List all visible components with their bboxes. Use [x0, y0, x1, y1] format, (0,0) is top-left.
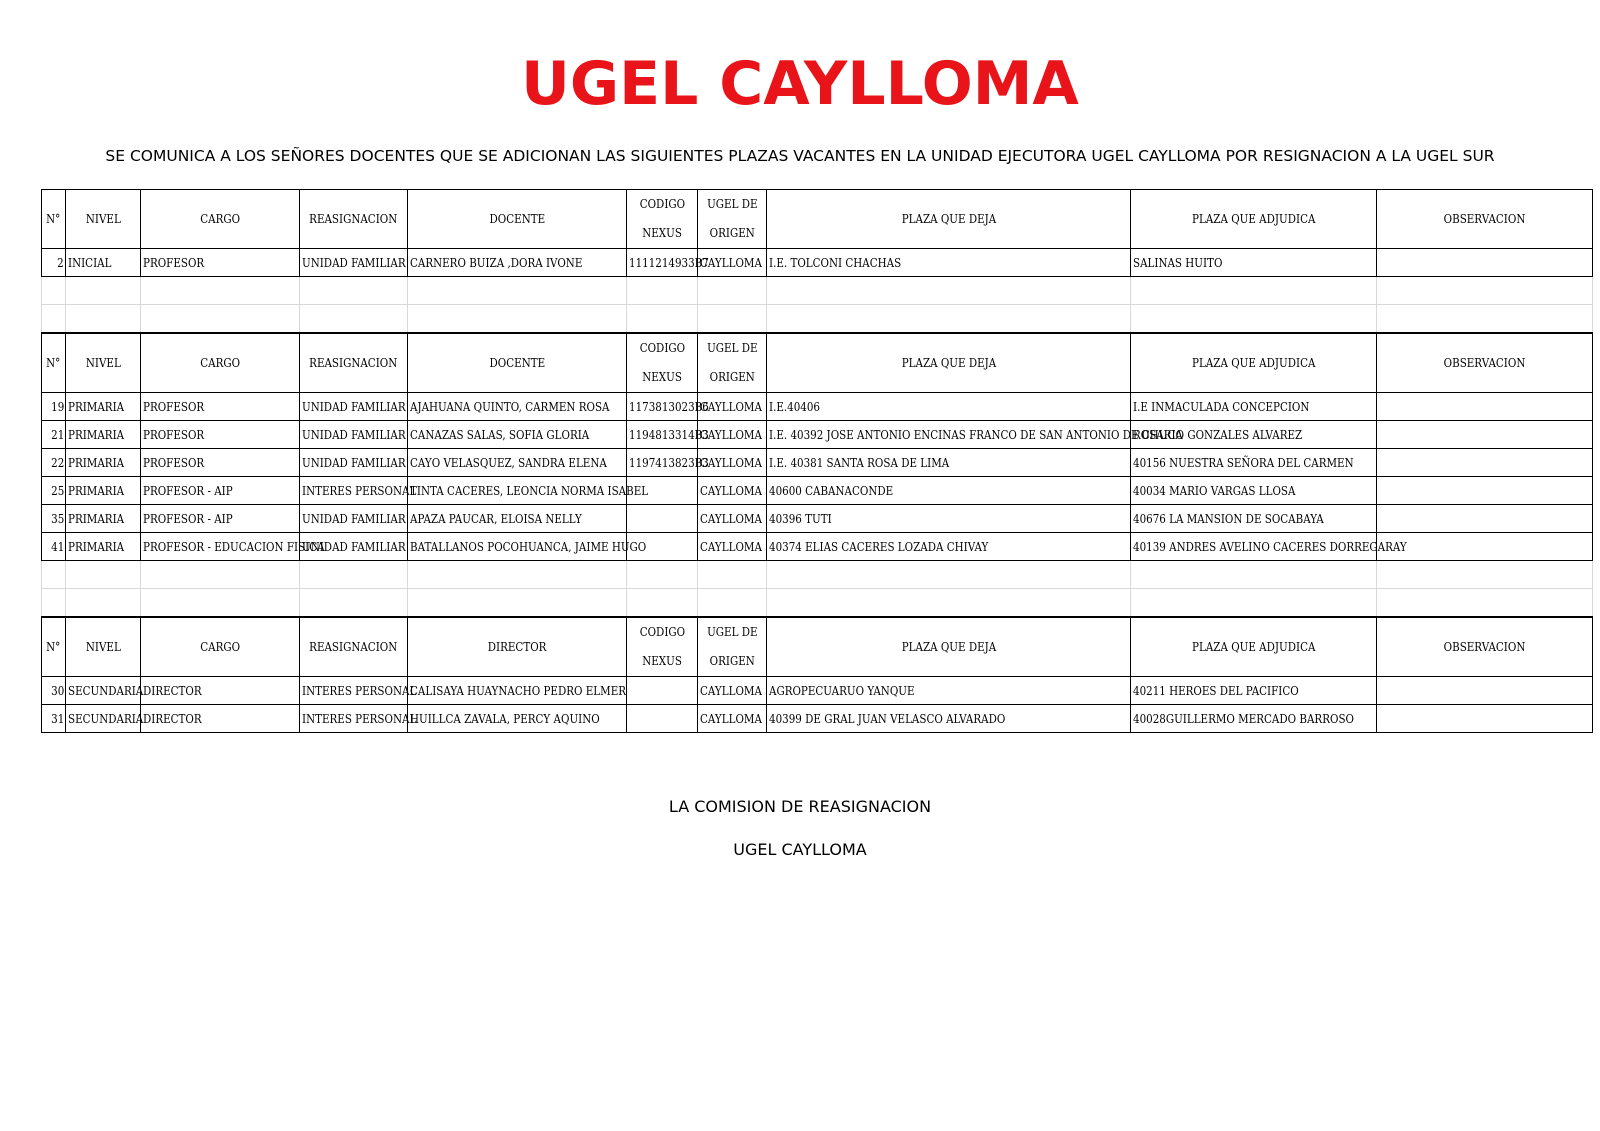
empty-cell — [300, 561, 408, 589]
row-observacion — [1377, 249, 1593, 277]
empty-cell — [627, 277, 698, 305]
row-plaza-deja: I.E. 40381 SANTA ROSA DE LIMA — [767, 449, 1131, 477]
header-observacion: OBSERVACION — [1377, 190, 1593, 249]
table-row — [42, 505, 1593, 533]
header-n: N° — [42, 190, 66, 249]
row-docente: HUILLCA ZAVALA, PERCY AQUINO — [408, 705, 627, 733]
row-docente: CALISAYA HUAYNACHO PEDRO ELMER — [408, 677, 627, 705]
header-reasignacion: REASIGNACION — [300, 333, 408, 393]
row-cargo: PROFESOR - AIP — [141, 477, 300, 505]
table-header-row — [42, 190, 1593, 249]
header-n: N° — [42, 333, 66, 393]
header-cargo: CARGO — [141, 617, 300, 677]
row-codigo-nexus — [627, 505, 698, 533]
table-row — [42, 421, 1593, 449]
row-reasignacion: UNIDAD FAMILIAR — [300, 421, 408, 449]
empty-cell — [408, 305, 627, 334]
header-plaza-deja: PLAZA QUE DEJA — [767, 190, 1131, 249]
row-observacion — [1377, 477, 1593, 505]
row-ugel-origen: CAYLLOMA — [698, 393, 767, 421]
empty-cell — [66, 561, 141, 589]
row-plaza-adjudica: 40211 HEROES DEL PACIFICO — [1131, 677, 1377, 705]
row-observacion — [1377, 421, 1593, 449]
row-nivel: SECUNDARIA — [66, 677, 141, 705]
empty-cell — [300, 277, 408, 305]
empty-cell — [627, 561, 698, 589]
empty-cell — [698, 277, 767, 305]
row-codigo-nexus: 1194813314B3 — [627, 421, 698, 449]
empty-cell — [42, 561, 66, 589]
row-plaza-adjudica: SALINAS HUITO — [1131, 249, 1377, 277]
row-ugel-origen: CAYLLOMA — [698, 449, 767, 477]
table-row — [42, 449, 1593, 477]
row-observacion — [1377, 533, 1593, 561]
header-nivel: NIVEL — [66, 333, 141, 393]
row-codigo-nexus — [627, 705, 698, 733]
row-reasignacion: UNIDAD FAMILIAR — [300, 249, 408, 277]
row-codigo-nexus — [627, 677, 698, 705]
empty-cell — [698, 561, 767, 589]
row-observacion — [1377, 705, 1593, 733]
empty-cell — [698, 589, 767, 618]
table-row — [42, 533, 1593, 561]
header-codigo-nexus: CODIGO NEXUS — [627, 190, 698, 249]
row-reasignacion: INTERES PERSONAL — [300, 677, 408, 705]
row-plaza-adjudica: 40676 LA MANSION DE SOCABAYA — [1131, 505, 1377, 533]
header-director: DIRECTOR — [408, 617, 627, 677]
empty-cell — [66, 305, 141, 334]
row-codigo-nexus: 1111214933B7 — [627, 249, 698, 277]
row-nivel: INICIAL — [66, 249, 141, 277]
empty-cell — [42, 305, 66, 334]
row-plaza-adjudica: ROSARIO GONZALES ALVAREZ — [1131, 421, 1377, 449]
header-plaza-adjudica: PLAZA QUE ADJUDICA — [1131, 617, 1377, 677]
row-ugel-origen: CAYLLOMA — [698, 421, 767, 449]
header-plaza-adjudica: PLAZA QUE ADJUDICA — [1131, 190, 1377, 249]
table-row — [42, 705, 1593, 733]
row-plaza-adjudica: 40139 ANDRES AVELINO CACERES DORREGARAY — [1131, 533, 1377, 561]
row-reasignacion: UNIDAD FAMILIAR — [300, 505, 408, 533]
row-reasignacion: UNIDAD FAMILIAR — [300, 393, 408, 421]
notice-text: SE COMUNICA A LOS SEÑORES DOCENTES QUE SE ADICIONAN LAS SIGUIENTES PLAZAS VACANTES EN LA UNIDAD EJECUTORA UGEL CAYLLOMA POR RESIGNACION A LA UGEL SUR — [105, 147, 1495, 165]
row-plaza-adjudica: 40156 NUESTRA SEÑORA DEL CARMEN — [1131, 449, 1377, 477]
vacancies-table — [41, 189, 1593, 733]
header-plaza-deja: PLAZA QUE DEJA — [767, 333, 1131, 393]
row-plaza-adjudica: I.E INMACULADA CONCEPCION — [1131, 393, 1377, 421]
header-n: N° — [42, 617, 66, 677]
row-codigo-nexus: 1173813023B6 — [627, 393, 698, 421]
row-docente: CARNERO BUIZA ,DORA IVONE — [408, 249, 627, 277]
empty-cell — [408, 561, 627, 589]
row-nivel: PRIMARIA — [66, 477, 141, 505]
row-docente: AJAHUANA QUINTO, CARMEN ROSA — [408, 393, 627, 421]
row-number: 19 — [42, 393, 66, 421]
empty-row — [42, 277, 1593, 305]
row-reasignacion: UNIDAD FAMILIAR — [300, 449, 408, 477]
row-ugel-origen: CAYLLOMA — [698, 249, 767, 277]
header-docente: DOCENTE — [408, 333, 627, 393]
row-cargo: DIRECTOR — [141, 705, 300, 733]
empty-cell — [1377, 277, 1593, 305]
header-codigo-nexus: CODIGO NEXUS — [627, 617, 698, 677]
row-observacion — [1377, 677, 1593, 705]
table-row — [42, 393, 1593, 421]
row-number: 25 — [42, 477, 66, 505]
row-plaza-deja: 40374 ELIAS CACERES LOZADA CHIVAY — [767, 533, 1131, 561]
row-observacion — [1377, 505, 1593, 533]
header-ugel-origen: UGEL DE ORIGEN — [698, 333, 767, 393]
row-reasignacion: UNIDAD FAMILIAR — [300, 533, 408, 561]
row-plaza-adjudica: 40028GUILLERMO MERCADO BARROSO — [1131, 705, 1377, 733]
empty-cell — [1131, 589, 1377, 618]
row-ugel-origen: CAYLLOMA — [698, 477, 767, 505]
header-ugel-origen: UGEL DE ORIGEN — [698, 190, 767, 249]
footer-commission: LA COMISION DE REASIGNACION — [668, 797, 932, 816]
empty-cell — [1377, 305, 1593, 334]
row-observacion — [1377, 449, 1593, 477]
header-ugel-origen: UGEL DE ORIGEN — [698, 617, 767, 677]
empty-cell — [141, 277, 300, 305]
header-cargo: CARGO — [141, 333, 300, 393]
row-nivel: PRIMARIA — [66, 533, 141, 561]
row-observacion — [1377, 393, 1593, 421]
row-nivel: SECUNDARIA — [66, 705, 141, 733]
row-cargo: PROFESOR — [141, 421, 300, 449]
row-plaza-deja: 40600 CABANACONDE — [767, 477, 1131, 505]
row-ugel-origen: CAYLLOMA — [698, 505, 767, 533]
row-plaza-deja: 40399 DE GRAL JUAN VELASCO ALVARADO — [767, 705, 1131, 733]
row-plaza-adjudica: 40034 MARIO VARGAS LLOSA — [1131, 477, 1377, 505]
header-plaza-adjudica: PLAZA QUE ADJUDICA — [1131, 333, 1377, 393]
row-reasignacion: INTERES PERSONAL — [300, 477, 408, 505]
row-number: 30 — [42, 677, 66, 705]
empty-cell — [408, 277, 627, 305]
empty-row — [42, 561, 1593, 589]
empty-cell — [141, 561, 300, 589]
empty-cell — [698, 305, 767, 334]
empty-cell — [66, 589, 141, 618]
row-plaza-deja: I.E. TOLCONI CHACHAS — [767, 249, 1131, 277]
header-observacion: OBSERVACION — [1377, 333, 1593, 393]
table-row — [42, 677, 1593, 705]
row-number: 2 — [42, 249, 66, 277]
row-docente: TINTA CACERES, LEONCIA NORMA ISABEL — [408, 477, 627, 505]
header-observacion: OBSERVACION — [1377, 617, 1593, 677]
empty-cell — [767, 561, 1131, 589]
empty-cell — [627, 589, 698, 618]
row-nivel: PRIMARIA — [66, 421, 141, 449]
header-nivel: NIVEL — [66, 617, 141, 677]
empty-cell — [767, 277, 1131, 305]
row-docente: CAYO VELASQUEZ, SANDRA ELENA — [408, 449, 627, 477]
empty-cell — [767, 589, 1131, 618]
row-cargo: PROFESOR — [141, 449, 300, 477]
empty-cell — [767, 305, 1131, 334]
row-number: 21 — [42, 421, 66, 449]
row-plaza-deja: I.E. 40392 JOSE ANTONIO ENCINAS FRANCO DE SAN ANTONIO DE CHUCA — [767, 421, 1131, 449]
header-docente: DOCENTE — [408, 190, 627, 249]
row-cargo: PROFESOR - AIP — [141, 505, 300, 533]
row-cargo: PROFESOR — [141, 393, 300, 421]
header-nivel: NIVEL — [66, 190, 141, 249]
empty-cell — [1131, 561, 1377, 589]
empty-cell — [1131, 277, 1377, 305]
header-reasignacion: REASIGNACION — [300, 617, 408, 677]
row-ugel-origen: CAYLLOMA — [698, 705, 767, 733]
footer-ugel: UGEL CAYLLOMA — [733, 840, 867, 859]
empty-cell — [42, 277, 66, 305]
row-plaza-deja: I.E.40406 — [767, 393, 1131, 421]
row-plaza-deja: AGROPECUARUO YANQUE — [767, 677, 1131, 705]
row-docente: BATALLANOS POCOHUANCA, JAIME HUGO — [408, 533, 627, 561]
empty-cell — [1377, 561, 1593, 589]
empty-cell — [1131, 305, 1377, 334]
empty-row — [42, 589, 1593, 618]
row-number: 31 — [42, 705, 66, 733]
row-cargo: DIRECTOR — [141, 677, 300, 705]
page-title: UGEL CAYLLOMA — [521, 49, 1079, 119]
row-number: 41 — [42, 533, 66, 561]
row-ugel-origen: CAYLLOMA — [698, 533, 767, 561]
row-docente: CANAZAS SALAS, SOFIA GLORIA — [408, 421, 627, 449]
header-plaza-deja: PLAZA QUE DEJA — [767, 617, 1131, 677]
empty-cell — [300, 305, 408, 334]
row-nivel: PRIMARIA — [66, 505, 141, 533]
empty-cell — [66, 277, 141, 305]
row-ugel-origen: CAYLLOMA — [698, 677, 767, 705]
empty-cell — [141, 305, 300, 334]
header-reasignacion: REASIGNACION — [300, 190, 408, 249]
empty-cell — [141, 589, 300, 618]
empty-cell — [300, 589, 408, 618]
row-docente: APAZA PAUCAR, ELOISA NELLY — [408, 505, 627, 533]
row-nivel: PRIMARIA — [66, 393, 141, 421]
empty-cell — [627, 305, 698, 334]
row-number: 35 — [42, 505, 66, 533]
table-row — [42, 249, 1593, 277]
header-codigo-nexus: CODIGO NEXUS — [627, 333, 698, 393]
empty-cell — [408, 589, 627, 618]
header-cargo: CARGO — [141, 190, 300, 249]
row-cargo: PROFESOR - EDUCACION FISICA — [141, 533, 300, 561]
table-header-row — [42, 617, 1593, 677]
row-codigo-nexus: 1197413823B3 — [627, 449, 698, 477]
table-header-row — [42, 333, 1593, 393]
row-reasignacion: INTERES PERSONAL — [300, 705, 408, 733]
empty-row — [42, 305, 1593, 334]
row-cargo: PROFESOR — [141, 249, 300, 277]
empty-cell — [1377, 589, 1593, 618]
table-row — [42, 477, 1593, 505]
row-number: 22 — [42, 449, 66, 477]
row-plaza-deja: 40396 TUTI — [767, 505, 1131, 533]
row-nivel: PRIMARIA — [66, 449, 141, 477]
empty-cell — [42, 589, 66, 618]
